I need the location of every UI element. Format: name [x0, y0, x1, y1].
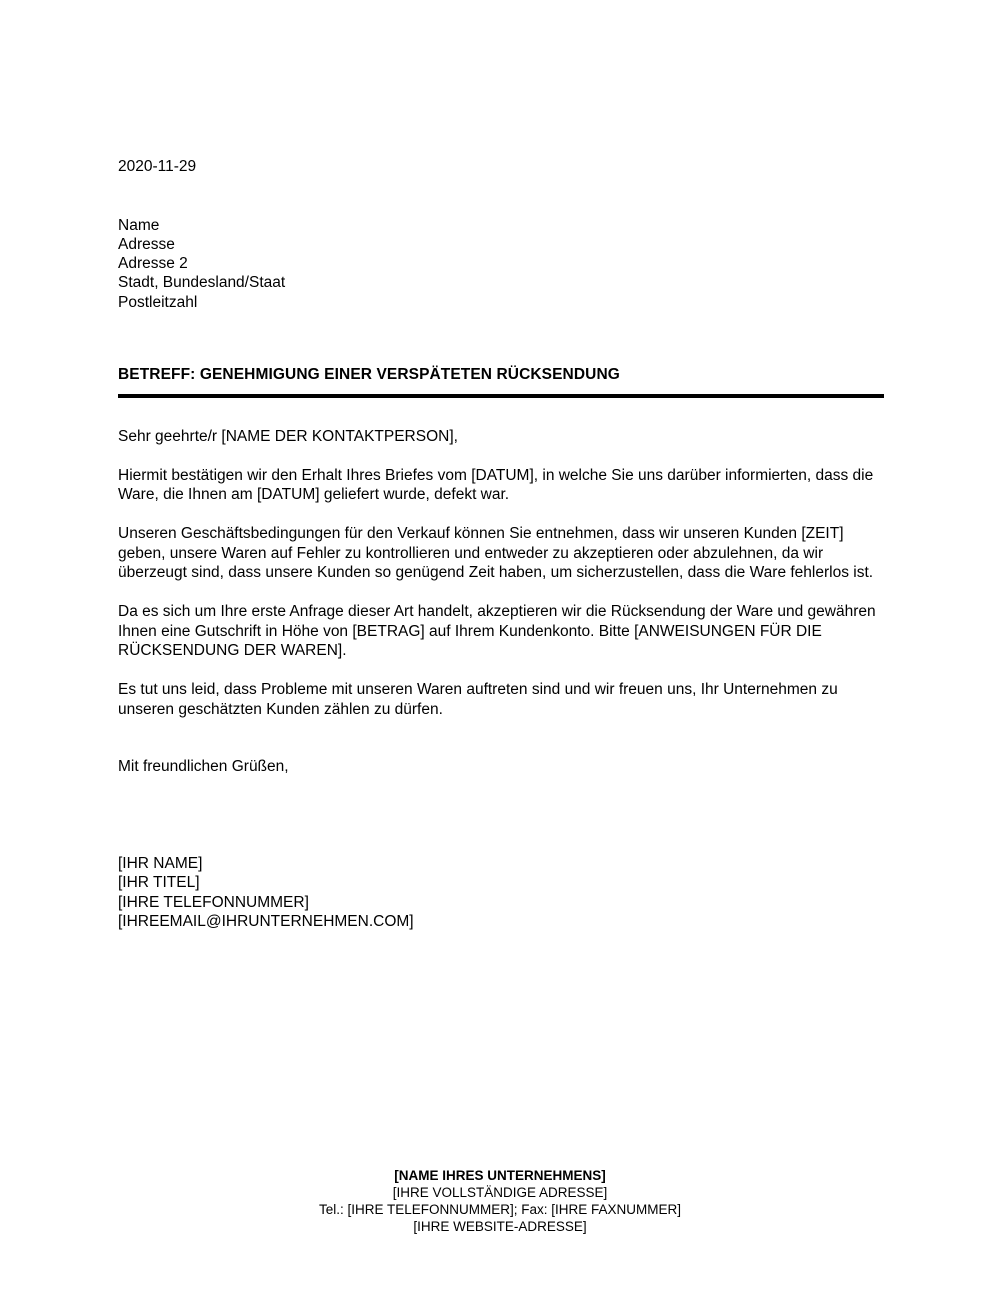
signature-line: [IHR NAME]: [118, 854, 203, 872]
signature-line: [IHRE TELEFONNUMMER]: [118, 893, 309, 911]
closing-salutation: Mit freundlichen Grüßen,: [118, 758, 289, 776]
body-paragraph: Da es sich um Ihre erste Anfrage dieser Art handelt, akzeptieren wir die Rücksendung der Ware und gewähren Ihnen eine Gutschrift in Höhe von [BETRAG] auf Ihrem Kundenkonto. Bitte [ANWEISUNGEN FÜR DIE RÜCKSENDUNG DER WAREN].: [118, 603, 876, 660]
signature-block: [118, 854, 884, 931]
signature-line: [IHR TITEL]: [118, 874, 200, 892]
letter-date: 2020-11-29: [118, 158, 197, 175]
recipient-line: Adresse: [118, 235, 175, 253]
body-paragraph: Hiermit bestätigen wir den Erhalt Ihres Briefes vom [DATUM], in welche Sie uns darüber informierten, dass die Ware, die Ihnen am [DATUM] geliefert wurde, defekt war.: [118, 466, 874, 504]
subject-line: BETREFF: GENEHMIGUNG EINER VERSPÄTETEN RÜCKSENDUNG: [118, 365, 884, 399]
footer-phone-fax: Tel.: [IHRE TELEFONNUMMER]; Fax: [IHRE FAXNUMMER]: [318, 1202, 682, 1217]
body-paragraph: Es tut uns leid, dass Probleme mit unseren Waren auftreten sind und wir freuen uns, Ihr Unternehmen zu unseren geschätzten Kunden zählen zu dürfen.: [118, 681, 838, 718]
signature-line: [IHREEMAIL@IHRUNTERNEHMEN.COM]: [118, 912, 414, 930]
company-footer: [0, 1167, 1000, 1235]
footer-company-address: [IHRE VOLLSTÄNDIGE ADRESSE]: [392, 1185, 608, 1200]
recipient-line: Adresse 2: [118, 255, 188, 273]
footer-website: [IHRE WEBSITE-ADRESSE]: [413, 1219, 587, 1234]
recipient-line: Name: [118, 216, 160, 234]
body-paragraph: Unseren Geschäftsbedingungen für den Verkauf können Sie entnehmen, dass wir unseren Kunden [ZEIT] geben, unsere Waren auf Fehler zu kontrollieren und entweder zu akzeptieren oder abzulehnen, da wir überzeugt sind, dass unsere Kunden so genügend Zeit haben, um sicherzustellen, dass die Ware fehlerlos ist.: [118, 525, 874, 582]
recipient-line: Stadt, Bundesland/Staat: [118, 274, 286, 292]
footer-company-name: [NAME IHRES UNTERNEHMENS]: [394, 1168, 606, 1183]
recipient-address-block: [118, 216, 884, 312]
salutation: Sehr geehrte/r [NAME DER KONTAKTPERSON],: [118, 428, 458, 446]
recipient-line: Postleitzahl: [118, 293, 198, 311]
